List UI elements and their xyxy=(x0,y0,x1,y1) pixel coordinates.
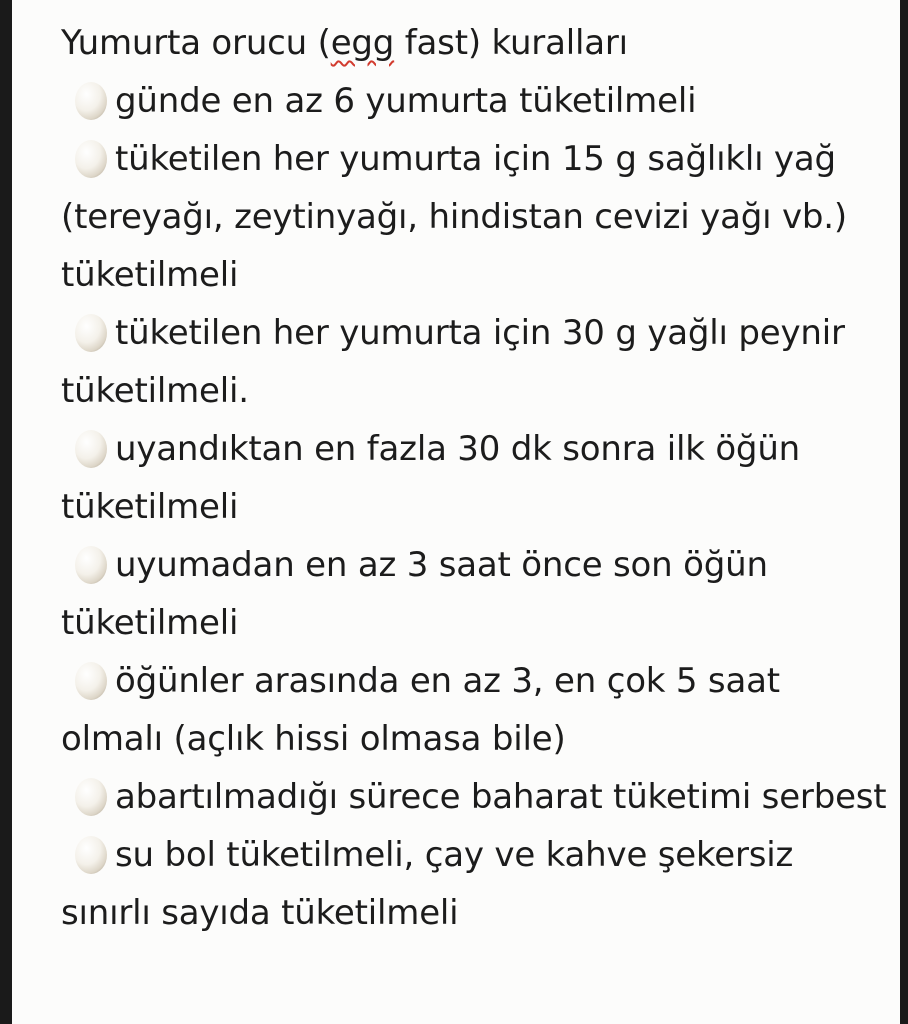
list-item-text: tüketilen her yumurta için 15 g sağlıklı yağ (tereyağı, zeytinyağı, hindistan cevizi yağı vb.) tüketilmeli xyxy=(61,139,847,295)
note-body[interactable] xyxy=(61,14,891,942)
egg-icon xyxy=(73,659,109,701)
list-item xyxy=(61,420,891,536)
spellcheck-flagged-word[interactable]: egg xyxy=(330,23,395,63)
note-page[interactable] xyxy=(12,0,900,1024)
list-item-text: günde en az 6 yumurta tüketilmeli xyxy=(115,81,697,121)
list-item-text: öğünler arasında en az 3, en çok 5 saat olmalı (açlık hissi olmasa bile) xyxy=(61,661,780,759)
egg-icon xyxy=(73,311,109,353)
list-item xyxy=(61,652,891,768)
list-item-text: abartılmadığı sürece baharat tüketimi serbest xyxy=(115,777,887,817)
egg-icon xyxy=(73,427,109,469)
list-item xyxy=(61,768,891,826)
title-text-end: fast) kuralları xyxy=(394,23,628,63)
egg-icon xyxy=(73,833,109,875)
egg-icon xyxy=(73,775,109,817)
list-item-text: su bol tüketilmeli, çay ve kahve şekersiz sınırlı sayıda tüketilmeli xyxy=(61,835,794,933)
egg-icon xyxy=(73,137,109,179)
list-item xyxy=(61,130,891,304)
list-item xyxy=(61,826,891,942)
list-item xyxy=(61,304,891,420)
list-item xyxy=(61,72,891,130)
egg-icon xyxy=(73,79,109,121)
list-item-text: uyumadan en az 3 saat önce son öğün tüketilmeli xyxy=(61,545,768,643)
list-item-text: tüketilen her yumurta için 30 g yağlı peynir tüketilmeli. xyxy=(61,313,845,411)
egg-icon xyxy=(73,543,109,585)
list-item-text: uyandıktan en fazla 30 dk sonra ilk öğün tüketilmeli xyxy=(61,429,801,527)
title-text-start: Yumurta orucu ( xyxy=(61,23,331,63)
note-title xyxy=(61,14,891,72)
list-item xyxy=(61,536,891,652)
